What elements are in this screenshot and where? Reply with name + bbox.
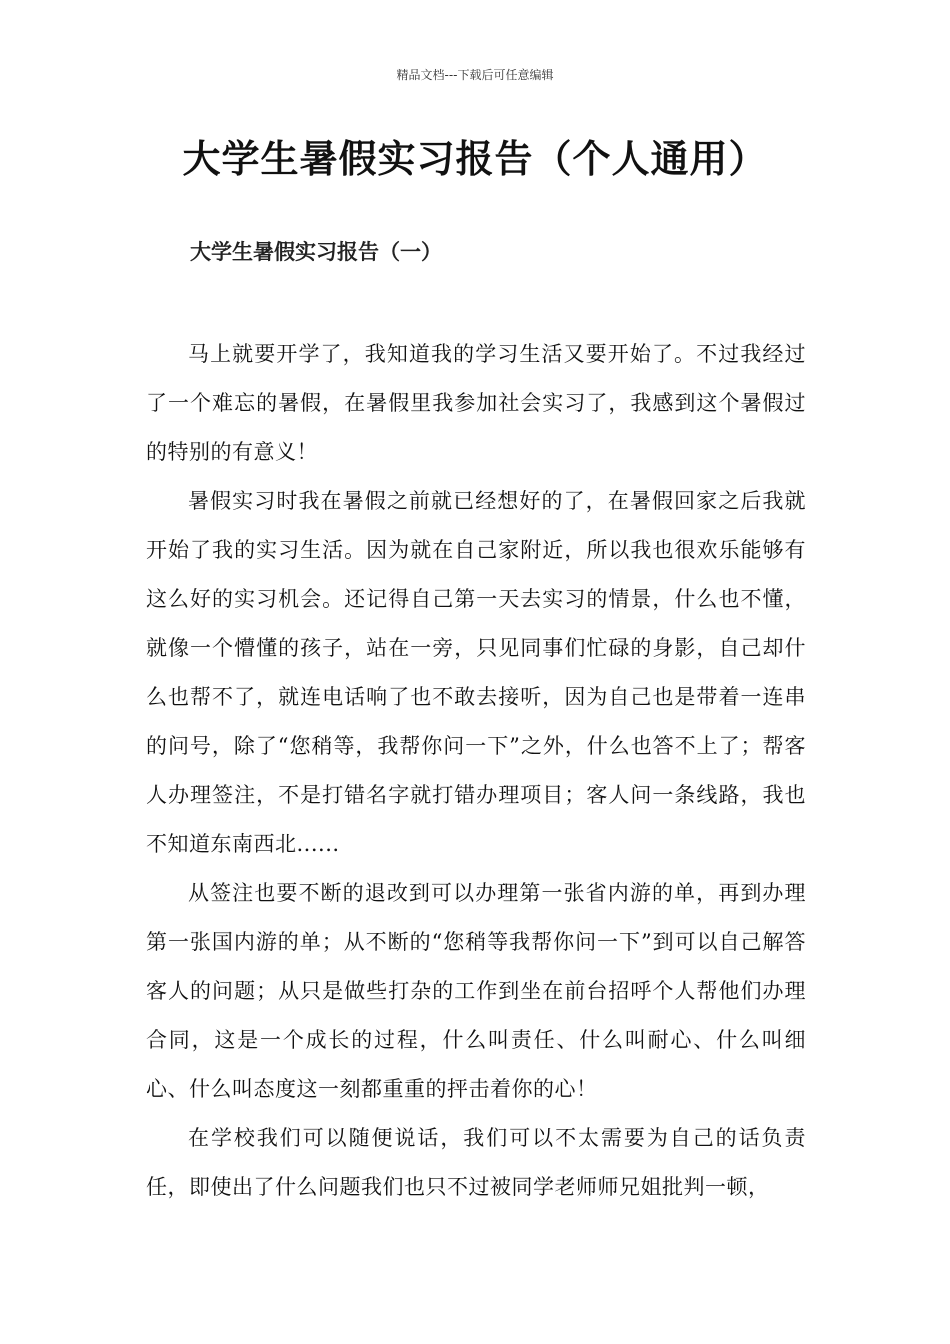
section-title: 大学生暑假实习报告（一） xyxy=(190,239,442,264)
document-title: 大学生暑假实习报告（个人通用） xyxy=(182,137,768,181)
paragraph-2: 暑假实习时我在暑假之前就已经想好的了，在暑假回家之后我就开始了我的实习生活。因为就在自己家附近，所以我也很欢乐能够有这么好的实习机会。还记得自己第一天去实习的情景，什么也不懂，就像一个懵懂的孩子，站在一旁，只见同事们忙碌的身影，自己却什么也帮不了，就连电话响了也不敢去接听，因为自己也是带着一连串的问号，除了“您稍等，我帮你问一下”之外，什么也答不上了；帮客人办理签注，不是打错名字就打错办理项目；客人问一条线路，我也不知道东南西北...... xyxy=(146,489,806,856)
paragraph-3: 从签注也要不断的退改到可以办理第一张省内游的单，再到办理第一张国内游的单；从不断的“您稍等我帮你问一下”到可以自己解答客人的问题；从只是做些打杂的工作到坐在前台招呼个人帮他们办理合同，这是一个成长的过程，什么叫责任、什么叫耐心、什么叫细心、什么叫态度这一刻都重重的抨击着你的心！ xyxy=(146,881,806,1101)
document-body xyxy=(146,330,806,1212)
paragraph-4: 在学校我们可以随便说话，我们可以不太需要为自己的话负责任，即使出了什么问题我们也只不过被同学老师师兄姐批判一顿， xyxy=(146,1126,806,1199)
header-note: 精品文档---下载后可任意编辑 xyxy=(396,68,554,82)
paragraph-1: 马上就要开学了，我知道我的学习生活又要开始了。不过我经过了一个难忘的暑假，在暑假里我参加社会实习了，我感到这个暑假过的特别的有意义！ xyxy=(146,342,806,464)
